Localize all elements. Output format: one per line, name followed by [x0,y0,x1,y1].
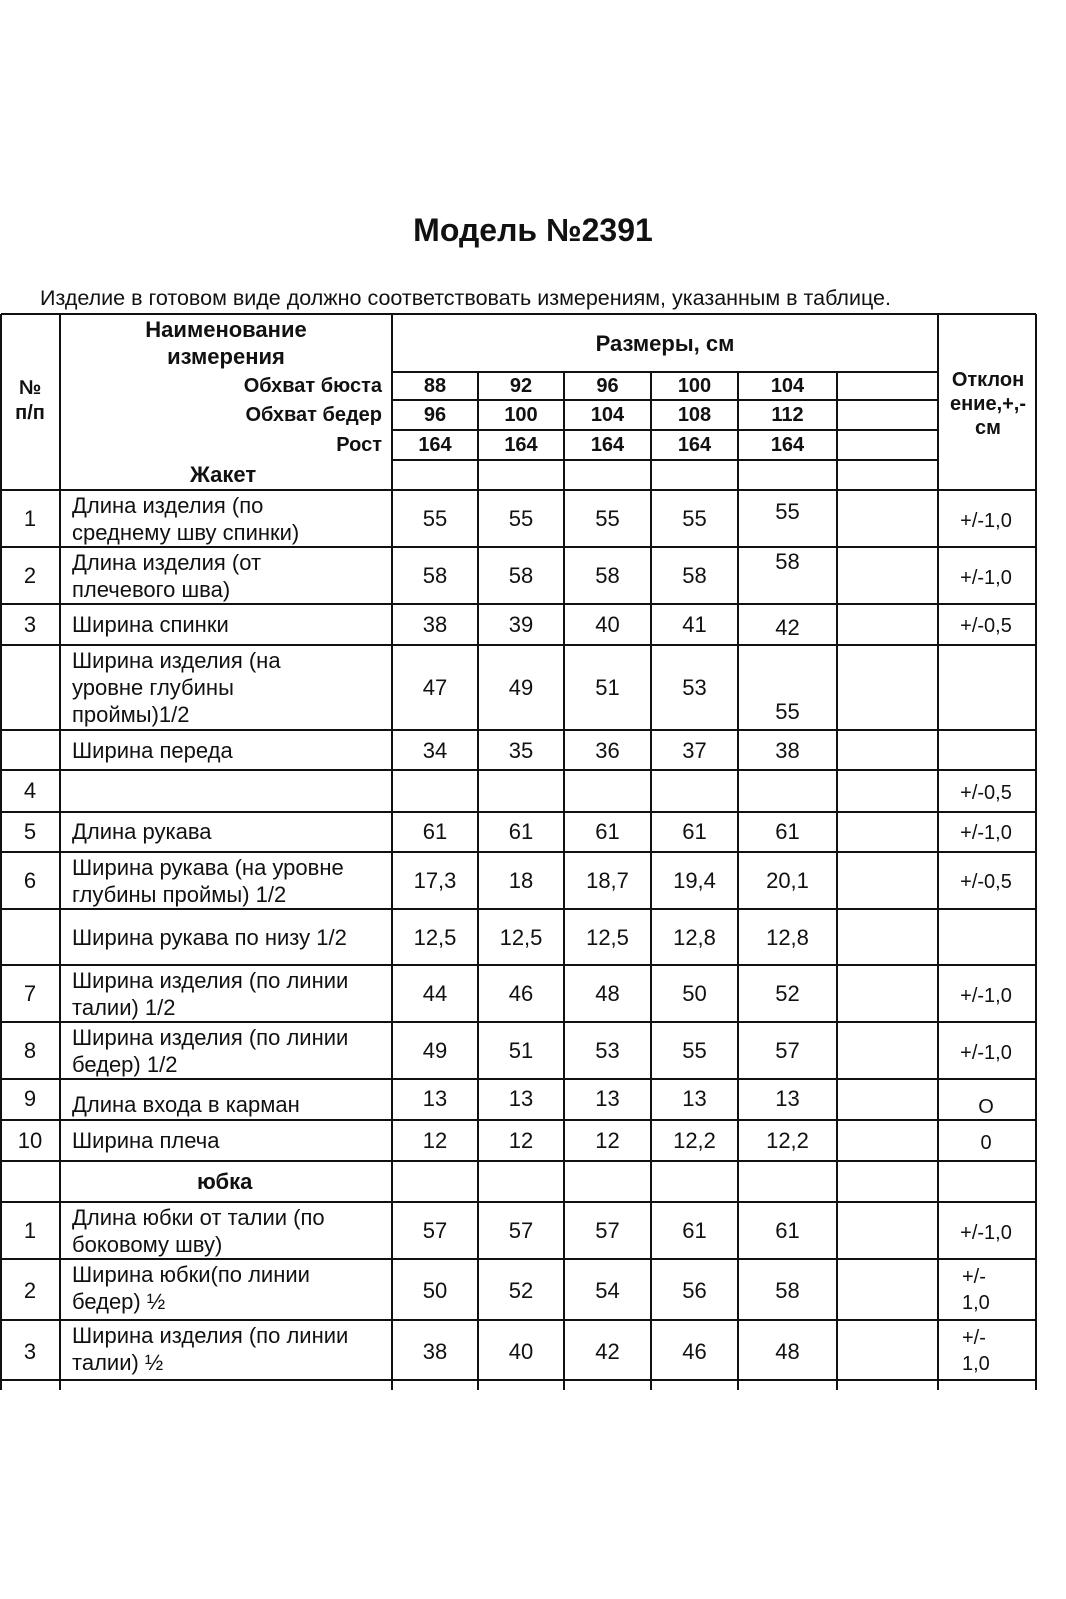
sizes-header: Размеры, см [595,331,735,356]
size-value: 61 [508,819,534,844]
size-value: 49 [508,675,534,700]
size-value: 56 [682,1278,707,1303]
tolerance-column-header: Отклон ение,+,- см [949,369,1027,439]
size-value: 55 [775,499,800,524]
size-value: 58 [775,1278,800,1303]
size-value: 12,5 [413,925,457,950]
row-number: 1 [23,1218,37,1243]
num-column-header: № п/п [15,377,45,424]
size-value: 13 [422,1086,448,1111]
measurement-name: Ширина изделия (по линии талии) 1/2 [72,968,349,1020]
size-value: 51 [508,1038,534,1063]
row-number: 8 [23,1038,37,1063]
name-column-header: Наименование измерения [145,317,307,369]
tolerance-value: +/- 1,0 [962,1327,990,1375]
size-value: 55 [595,506,620,531]
size-value: 58 [775,549,800,574]
measurement-name: Длина входа в карман [72,1092,300,1117]
page-subtitle: Изделие в готовом виде должно соответствовать измерениям, указанным в таблице. [40,286,891,310]
size-value: 58 [682,563,707,588]
measurement-name: Длина юбки от талии (по боковому шву) [72,1205,325,1257]
section-jacket: Жакет [190,462,257,487]
row-number: 5 [23,819,37,844]
size-value: 37 [682,738,707,763]
size-value: 52 [775,981,800,1006]
size-value: 50 [682,981,707,1006]
height-value: 164 [504,434,538,456]
size-value: 13 [775,1086,800,1111]
size-value: 55 [775,699,800,724]
size-value: 57 [775,1038,800,1063]
height-value: 164 [770,434,805,456]
size-value: 12 [595,1128,620,1153]
size-value: 39 [508,612,534,637]
size-value: 51 [595,675,620,700]
measurement-name: Длина изделия (по среднему шву спинки) [72,493,300,545]
size-value: 58 [422,563,448,588]
size-value: 61 [682,819,707,844]
size-value: 48 [775,1339,800,1364]
tolerance-value: +/-1,0 [960,985,1012,1007]
tolerance-value: +/-1,0 [960,822,1012,844]
size-value: 61 [422,819,448,844]
size-value: 61 [595,819,620,844]
tolerance-value: +/-1,0 [960,1222,1012,1244]
tolerance-value: +/-1,0 [960,510,1012,532]
size-value: 12,5 [586,925,629,950]
size-value: 58 [508,563,534,588]
size-value: 13 [682,1086,707,1111]
hips-label: Обхват бедер [245,404,382,426]
size-value: 61 [775,819,800,844]
measurement-name: Ширина переда [72,738,233,763]
row-number: 6 [23,868,37,893]
bust-value: 92 [509,375,533,397]
size-value: 41 [682,612,707,637]
size-value: 35 [508,738,534,763]
hips-value: 112 [771,404,804,426]
tolerance-value: +/- 1,0 [962,1266,990,1314]
size-value: 61 [682,1218,707,1243]
measurement-name: Ширина рукава по низу 1/2 [72,925,347,950]
size-value: 34 [422,738,448,763]
size-value: 12,8 [766,925,809,950]
size-value: 12,2 [766,1128,809,1153]
size-value: 50 [422,1278,448,1303]
tolerance-value: О [978,1096,994,1118]
size-value: 48 [595,981,620,1006]
row-number: 4 [23,778,37,803]
row-number: 3 [23,612,37,637]
size-value: 61 [775,1218,800,1243]
size-value: 52 [508,1278,534,1303]
size-value: 40 [508,1339,534,1364]
size-value: 17,3 [413,868,457,893]
size-value: 38 [775,738,800,763]
tolerance-value: +/-0,5 [960,615,1012,637]
row-number: 2 [23,1278,37,1303]
measurement-name: Длина изделия (от плечевого шва) [72,550,262,602]
size-value: 12 [508,1128,534,1153]
hips-value: 104 [590,404,625,426]
size-value: 55 [682,1038,707,1063]
row-number: 9 [23,1086,37,1111]
size-value: 38 [422,612,448,637]
height-label: Рост [336,434,382,456]
size-value: 54 [595,1278,620,1303]
bust-value: 88 [423,375,447,397]
size-value: 12,2 [673,1128,716,1153]
size-value: 46 [508,981,534,1006]
size-value: 57 [508,1218,534,1243]
height-value: 164 [590,434,625,456]
hips-value: 100 [504,404,538,426]
bust-label: Обхват бюста [243,375,382,397]
measurement-name: Ширина спинки [72,612,229,637]
size-value: 55 [422,506,448,531]
hips-value: 96 [423,404,447,426]
bust-value: 104 [770,375,805,397]
size-value: 38 [422,1339,448,1364]
height-value: 164 [677,434,712,456]
size-value: 19,4 [673,868,716,893]
row-number: 10 [17,1128,43,1153]
row-number: 2 [23,563,37,588]
size-value: 53 [595,1038,620,1063]
tolerance-value: +/-1,0 [960,1042,1012,1064]
row-number: 1 [23,506,37,531]
size-value: 57 [595,1218,620,1243]
size-value: 18 [508,868,534,893]
page-title: Модель №2391 [413,212,653,248]
size-value: 12 [422,1128,448,1153]
size-value: 12,8 [673,925,716,950]
size-value: 36 [595,738,620,763]
size-value: 13 [508,1086,534,1111]
size-value: 42 [775,615,800,640]
tolerance-value: 0 [980,1132,992,1154]
size-value: 55 [508,506,534,531]
size-value: 40 [595,612,620,637]
measurement-name: Длина рукава [72,819,212,844]
hips-value: 108 [677,404,712,426]
size-value: 18,7 [586,868,629,893]
size-value: 58 [595,563,620,588]
size-value: 49 [422,1038,448,1063]
size-value: 44 [422,981,448,1006]
measurement-name: Ширина плеча [72,1128,220,1153]
size-value: 13 [595,1086,620,1111]
height-value: 164 [418,434,452,456]
section-skirt: юбка [197,1169,253,1194]
measurement-name: Ширина рукава (на уровне глубины проймы) 1/2 [72,855,344,907]
size-value: 12,5 [499,925,543,950]
bust-value: 96 [596,375,619,397]
measurement-name: Ширина изделия (по линии талии) ½ [72,1323,349,1375]
size-value: 53 [682,675,707,700]
size-value: 57 [422,1218,448,1243]
row-number: 7 [23,981,37,1006]
size-value: 20,1 [766,868,809,893]
bust-value: 100 [677,375,712,397]
size-value: 55 [682,506,707,531]
size-value: 46 [682,1339,707,1364]
size-value: 42 [595,1339,620,1364]
measurement-name: Ширина юбки(по линии бедер) ½ [72,1262,310,1314]
tolerance-value: +/-1,0 [960,567,1012,589]
size-value: 47 [422,675,448,700]
tolerance-value: +/-0,5 [960,871,1012,893]
measurement-name: Ширина изделия (на уровне глубины проймы)1/2 [72,648,281,727]
row-number: 3 [23,1339,37,1364]
measurement-name: Ширина изделия (по линии бедер) 1/2 [72,1025,349,1077]
tolerance-value: +/-0,5 [960,782,1012,804]
